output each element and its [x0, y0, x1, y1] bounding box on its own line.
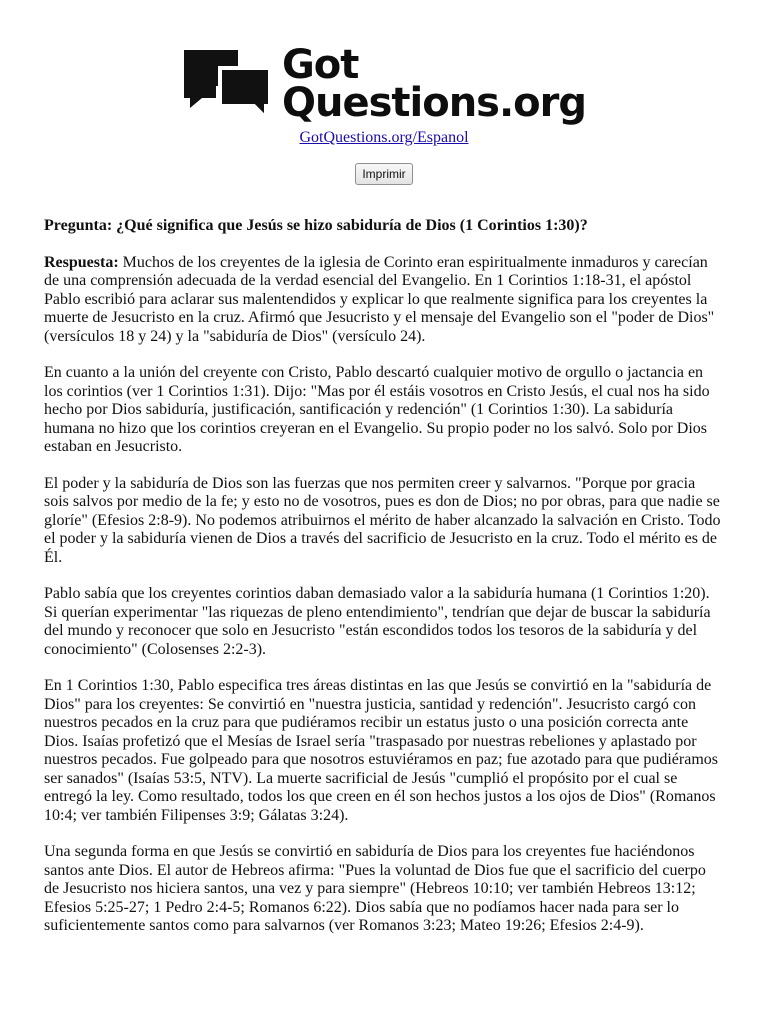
paragraph-1: En cuanto a la unión del creyente con Cristo, Pablo descartó cualquier motivo de orgullo o jactancia en los corintios (ver 1 Corintios 1:31). Dijo: "Mas por él estáis vosotros en Cristo Jesús, el cual nos ha sido hecho por Dios sabiduría, justificación, santificación y redención" (1 Corintios 1:30). La sabiduría humana no hizo que los corintios creyeran en el Evangelio. Su propio poder no los salvó. Solo por Dios estaban en Jesucristo.: [44, 364, 710, 455]
logo-text-line2: Questions.org: [281, 80, 587, 126]
paragraph-3: Pablo sabía que los creyentes corintios daban demasiado valor a la sabiduría humana (1 Corintios 1:20). Si querían experimentar "las riquezas de pleno entendimiento", tendrían que dejar de buscar la sabiduría del mundo y reconocer que solo en Jesucristo "están escondidos todos los tesoros de la sabiduría y del conocimiento" (Colosenses 2:2-3).: [44, 585, 711, 658]
speech-bubbles-icon: [182, 46, 272, 122]
answer-paragraph: [44, 254, 724, 347]
answer-label: Respuesta:: [44, 253, 119, 271]
gotquestions-logo: [182, 44, 586, 124]
article-body: [44, 217, 724, 936]
header: [44, 0, 724, 185]
question-heading: Pregunta: ¿Qué significa que Jesús se hizo sabiduría de Dios (1 Corintios 1:30)?: [44, 217, 588, 234]
print-button[interactable]: Imprimir: [355, 163, 412, 185]
answer-intro: Muchos de los creyentes de la iglesia de Corinto eran espiritualmente inmaduros y carecían de una comprensión adecuada de la verdad esencial del Evangelio. En 1 Corintios 1:18-31, el apóstol Pablo escribió para aclarar sus malentendidos y explicar lo que realmente significa para los creyentes la muerte de Jesucristo en la cruz. Afirmó que Jesucristo y el mensaje del Evangelio son el "poder de Dios" (versículos 18 y 24) y la "sabiduría de Dios" (versículo 24).: [44, 253, 715, 345]
paragraph-4: En 1 Corintios 1:30, Pablo especifica tres áreas distintas en las que Jesús se convirtió en la "sabiduría de Dios" para los creyentes: Se convirtió en "nuestra justicia, santidad y redención". Jesucristo cargó con nuestros pecados en la cruz para que pudiéramos recibir un estatus justo o una posición correcta ante Dios. Isaías profetizó que el Mesías de Israel sería "traspasado por nuestras rebeliones y aplastado por nuestros pecados. Fue golpeado para que nosotros estuviéramos en paz; fue azotado para que pudiéramos ser sanados" (Isaías 53:5, NTV). La muerte sacrificial de Jesús "cumplió el propósito por el cual se entregó la ley. Como resultado, todos los que creen en él son hechos justos a los ojos de Dios" (Romanos 10:4; ver también Filipenses 3:9; Gálatas 3:24).: [44, 677, 718, 824]
paragraph-5: Una segunda forma en que Jesús se convirtió en sabiduría de Dios para los creyentes fue haciéndonos santos ante Dios. El autor de Hebreos afirma: "Pues la voluntad de Dios fue que el sacrificio del cuerpo de Jesucristo nos hiciera santos, una vez y para siempre" (Hebreos 10:10; ver también Hebreos 13:12; Efesios 5:25-27; 1 Pedro 2:4-5; Romanos 6:22). Dios sabía que no podíamos hacer nada para ser lo suficientemente santos como para salvarnos (ver Romanos 3:23; Mateo 19:26; Efesios 2:4-9).: [44, 843, 706, 934]
logo-text-line1: Got: [281, 42, 359, 88]
gotquestions-espanol-link[interactable]: GotQuestions.org/Espanol: [299, 129, 469, 146]
paragraph-2: El poder y la sabiduría de Dios son las fuerzas que nos permiten creer y salvarnos. "Porque por gracia sois salvos por medio de la fe; y esto no de vosotros, pues es don de Dios; no por obras, para que nadie se gloríe" (Efesios 2:8-9). No podemos atribuirnos el mérito de haber alcanzado la salvación en Cristo. Todo el poder y la sabiduría vienen de Dios a través del sacrificio de Jesucristo en la cruz. Todo el mérito es de Él.: [44, 474, 721, 566]
